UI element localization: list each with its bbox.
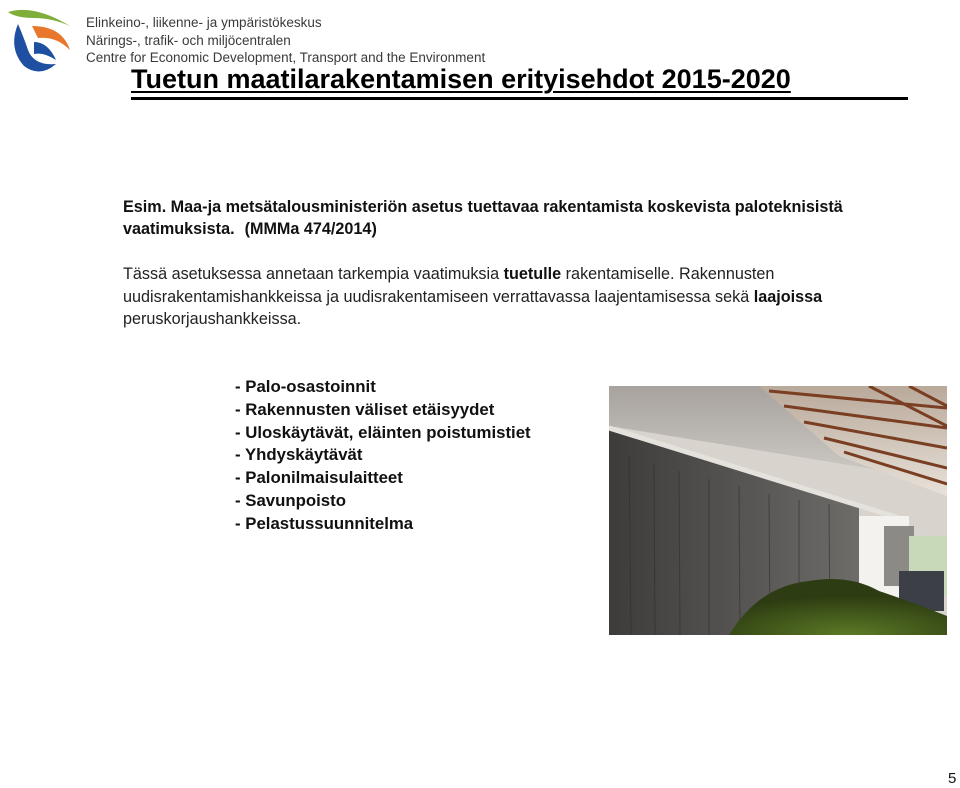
regulation-text: Esim. Maa-ja metsätalousministeriön asetus tuettavaa rakentamista koskevista paloteknisistä vaatimuksista.: [123, 198, 843, 238]
list-item: - Savunpoisto: [235, 490, 346, 510]
description-text-3: peruskorjaushankkeissa.: [123, 310, 302, 328]
requirements-list: [235, 376, 531, 536]
description-text-2: rakentamiselle. Rakennusten uudisrakentamishankkeissa ja uudisrakentamiseen verrattavassa laajentamisessa sekä: [123, 265, 775, 306]
list-item: - Pelastussuunnitelma: [235, 513, 414, 533]
org-name-english: Centre for Economic Development, Transport and the Environment: [86, 50, 486, 65]
list-item: - Yhdyskäytävät: [235, 445, 363, 465]
list-item: - Palo-osastoinnit: [235, 377, 376, 396]
org-name-finnish: Elinkeino-, liikenne- ja ympäristökeskus: [86, 15, 322, 30]
org-name-swedish: Närings-, trafik- och miljöcentralen: [86, 32, 291, 48]
emphasis-laajoissa: laajoissa: [753, 287, 823, 306]
list-item: - Uloskäytävät, eläinten poistumistiet: [235, 422, 531, 442]
description-text-1: Tässä asetuksessa annetaan tarkempia vaatimuksia: [123, 265, 504, 283]
organization-name: [86, 14, 485, 67]
emphasis-tuetulle: tuetulle: [503, 265, 562, 283]
barn-interior-photo: [609, 386, 947, 635]
slide-title: Tuetun maatilarakentamisen erityisehdot 2015-2020: [131, 64, 791, 94]
description-paragraph: [123, 263, 958, 331]
title-divider: [131, 97, 908, 100]
list-item: - Rakennusten väliset etäisyydet: [235, 399, 495, 419]
ely-logo: [4, 4, 76, 76]
page-number: 5: [948, 770, 957, 787]
regulation-reference: (MMMa 474/2014): [244, 220, 377, 238]
regulation-paragraph: [123, 196, 958, 240]
list-item: - Palonilmaisulaitteet: [235, 468, 403, 488]
